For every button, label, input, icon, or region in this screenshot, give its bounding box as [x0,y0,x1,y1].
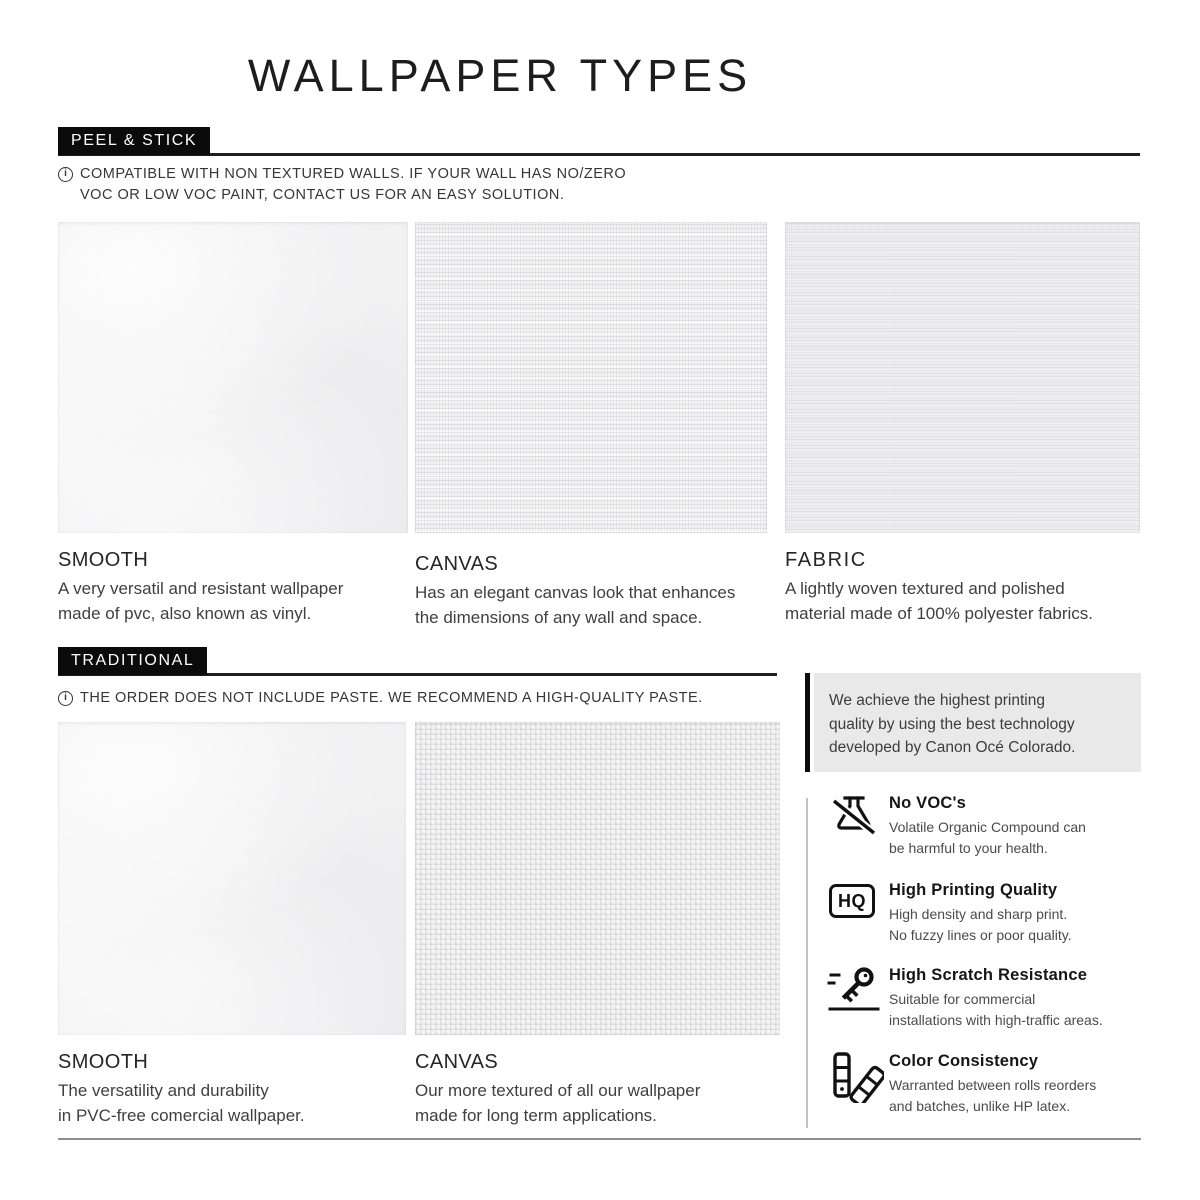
swatch-card-smooth-traditional [58,722,406,1128]
desc-line: Warranted between rolls reorders [889,1077,1097,1093]
swatch-description [785,577,1140,626]
swatch-description [415,1079,780,1128]
desc-line: made for long term applications. [415,1105,657,1125]
no-voc-flask-icon [827,791,881,845]
smooth-texture-image [58,722,406,1035]
feature-color-consistency [889,1052,1151,1116]
note-line: VOC OR LOW VOC PAINT, CONTACT US FOR AN EASY SOLUTION. [80,187,565,203]
traditional-badge: TRADITIONAL [58,647,207,675]
quote-accent-bar [805,673,810,772]
peel-stick-rule [58,153,1140,156]
peel-stick-note [80,164,626,206]
feature-title: High Printing Quality [889,881,1058,899]
feature-title: Color Consistency [889,1052,1039,1070]
features-divider-line [806,798,808,1128]
bottom-rule [58,1138,1141,1140]
desc-line: Has an elegant canvas look that enhances [415,583,736,602]
feature-description [889,989,1151,1030]
page-title: WALLPAPER TYPES [247,50,753,101]
desc-line: No fuzzy lines or poor quality. [889,926,1072,943]
desc-line: made of pvc, also known as vinyl. [58,603,312,623]
swatch-label: SMOOTH [58,549,149,571]
swatch-card-canvas-traditional [415,722,780,1128]
note-line: COMPATIBLE WITH NON TEXTURED WALLS. IF YOUR WALL HAS NO/ZERO [80,166,627,182]
swatch-label: SMOOTH [58,1051,149,1073]
info-icon: i [58,691,73,706]
desc-line: Our more textured of all our wallpaper [415,1081,701,1100]
feature-high-scratch-resistance [889,966,1151,1030]
quote-line: quality by using the best technology [829,715,1075,733]
note-line: THE ORDER DOES NOT INCLUDE PASTE. WE RECOMMEND A HIGH-QUALITY PASTE. [80,690,703,706]
traditional-note [80,688,703,709]
desc-line: the dimensions of any wall and space. [415,607,703,627]
desc-line: High density and sharp print. [889,906,1068,922]
swatch-description [415,581,767,630]
swatch-label: CANVAS [415,553,499,575]
feature-title: High Scratch Resistance [889,966,1088,984]
swatch-card-canvas-peel [415,222,767,630]
desc-line: A very versatil and resistant wallpaper [58,579,344,598]
peel-stick-badge: PEEL & STICK [58,127,210,155]
quote-line: developed by Canon Océ Colorado. [829,739,1076,756]
hq-label: HQ [829,884,875,918]
fabric-texture-image [785,222,1140,533]
desc-line: in PVC-free comercial wallpaper. [58,1105,305,1125]
smooth-texture-image [58,222,408,533]
scratch-key-icon [826,961,882,1017]
feature-description [889,904,1151,945]
info-icon: i [58,167,73,182]
hq-badge-icon [829,880,875,918]
swatch-label: CANVAS [415,1051,499,1073]
color-swatches-icon [828,1047,884,1103]
printing-quality-quote [814,673,1141,772]
desc-line: installations with high-traffic areas. [889,1011,1103,1028]
swatch-description [58,577,408,626]
canvas-texture-image [415,722,780,1035]
canvas-texture-image [415,222,767,533]
desc-line: material made of 100% polyester fabrics. [785,603,1094,623]
swatch-label: FABRIC [785,549,867,571]
swatch-card-fabric-peel [785,222,1140,626]
desc-line: A lightly woven textured and polished [785,579,1065,598]
desc-line: and batches, unlike HP latex. [889,1097,1071,1114]
desc-line: The versatility and durability [58,1081,269,1100]
swatch-description [58,1079,406,1128]
quote-line: We achieve the highest printing [829,692,1045,709]
feature-title: No VOC's [889,794,967,812]
swatch-card-smooth-peel [58,222,408,626]
feature-high-printing-quality [889,881,1151,945]
desc-line: Suitable for commercial [889,991,1036,1007]
feature-no-vocs [889,794,1151,858]
feature-description [889,1075,1151,1116]
desc-line: Volatile Organic Compound can [889,819,1086,835]
desc-line: be harmful to your health. [889,839,1048,856]
feature-description [889,817,1151,858]
